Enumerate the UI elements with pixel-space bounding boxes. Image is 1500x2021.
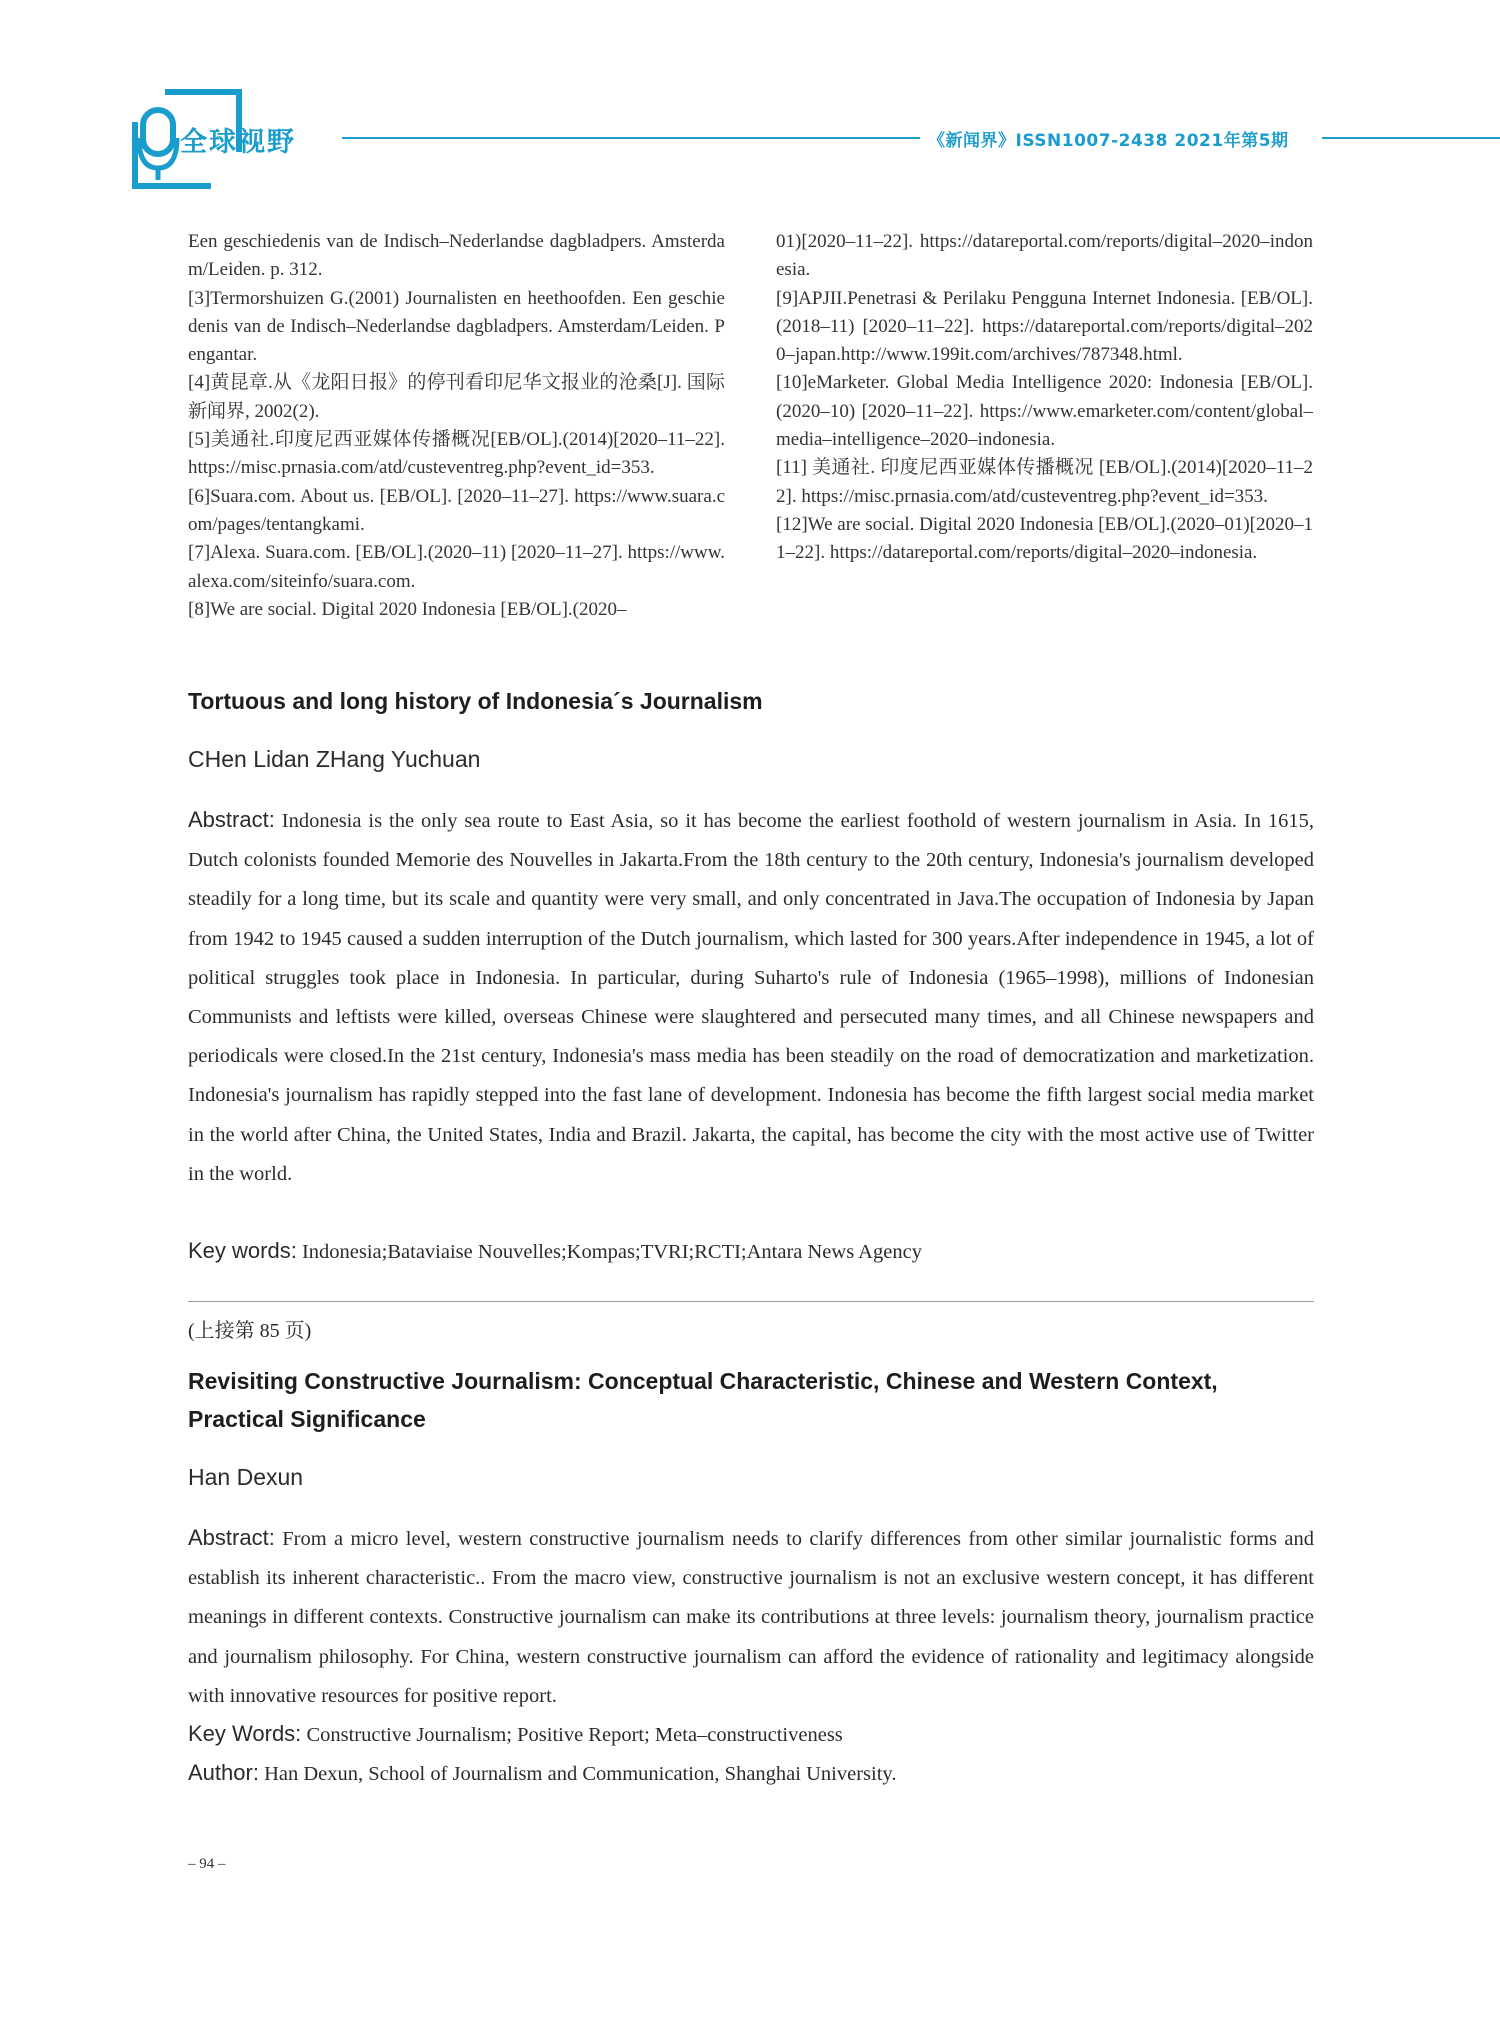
references-right-column bbox=[776, 228, 1313, 568]
reference-item: [9]APJII.Penetrasi & Perilaku Pengguna Internet Indonesia. [EB/OL]. (2018–11) [2020–11–22]. https://datareportal.com/reports/digital–2020–japan.http://www.199it.com/archives/787348.html. bbox=[776, 287, 1313, 366]
article2-author-affiliation bbox=[188, 1757, 1314, 1790]
article2-title: Revisiting Constructive Journalism: Conceptual Characteristic, Chinese and Western Context, Practical Significance bbox=[188, 1368, 1218, 1432]
article1-authors: CHen Lidan ZHang Yuchuan bbox=[188, 746, 481, 772]
article2-abstract bbox=[188, 1518, 1314, 1716]
reference-item: [11] 美通社. 印度尼西亚媒体传播概况 [EB/OL].(2014)[2020–11–22]. https://misc.prnasia.com/atd/custeventreg.php?event_id=353. bbox=[776, 457, 1313, 507]
abstract-text: From a micro level, western constructive journalism needs to clarify differences from other similar journalistic forms and establish its inherent characteristic.. From the macro view, constructive journalism is not an exclusive western concept, it has different meanings in different contexts. Constructive journalism can make its contributions at three levels: journalism theory, journalism practice and journalism philosophy. For China, western constructive journalism can afford the evidence of rationality and legitimacy alongside with innovative resources for positive report. bbox=[188, 1528, 1314, 1707]
author-label: Author: bbox=[188, 1760, 259, 1785]
page-number: – 94 – bbox=[188, 1856, 226, 1872]
abstract-text: Indonesia is the only sea route to East Asia, so it has become the earliest foothold of western journalism in Asia. In 1615, Dutch colonists founded Memorie des Nouvelles in Jakarta.From the 18th century to the 20th century, Indonesia's journalism developed steadily for a long time, but its scale and quantity were very small, and only concentrated in Java.The occupation of Indonesia by Japan from 1942 to 1945 caused a sudden interruption of the Dutch journalism, which lasted for 300 years.After independence in 1945, a lot of political struggles took place in Indonesia. In particular, during Suharto's rule of Indonesia (1965–1998), millions of Indonesian Communists and leftists were killed, overseas Chinese were slaughtered and persecuted many times, and all Chinese newspapers and periodicals were closed.In the 21st century, Indonesia's mass media has been steadily on the road of democratization and marketization. Indonesia's journalism has rapidly stepped into the fast lane of development. Indonesia has become the fifth largest social media market in the world after China, the United States, India and Brazil. Jakarta, the capital, has become the city with the most active use of Twitter in the world. bbox=[188, 810, 1315, 1185]
section-divider bbox=[188, 1301, 1314, 1302]
reference-item: Een geschiedenis van de Indisch–Nederlandse dagbladpers. Amsterdam/Leiden. p. 312. bbox=[188, 231, 725, 281]
abstract-label: Abstract: bbox=[188, 807, 275, 832]
reference-item: [7]Alexa. Suara.com. [EB/OL].(2020–11) [2020–11–27]. https://www.alexa.com/siteinfo/suara.com. bbox=[188, 542, 725, 592]
reference-item: [6]Suara.com. About us. [EB/OL]. [2020–11–27]. https://www.suara.com/pages/tentangkami. bbox=[188, 485, 725, 535]
header-rule-right bbox=[1322, 137, 1500, 139]
header-rule-left bbox=[342, 137, 920, 139]
article2-keywords bbox=[188, 1718, 1314, 1751]
reference-item: [4]黄昆章.从《龙阳日报》的停刊看印尼华文报业的沧桑[J]. 国际新闻界, 2002(2). bbox=[188, 372, 725, 422]
reference-item: [5]美通社.印度尼西亚媒体传播概况[EB/OL].(2014)[2020–11–22]. https://misc.prnasia.com/atd/custeventreg.php?event_id=353. bbox=[188, 429, 725, 479]
keywords-label: Key Words: bbox=[188, 1721, 302, 1746]
article1-title: Tortuous and long history of Indonesia´s Journalism bbox=[188, 688, 763, 714]
abstract-label: Abstract: bbox=[188, 1525, 275, 1550]
reference-item: 01)[2020–11–22]. https://datareportal.com/reports/digital–2020–indonesia. bbox=[776, 231, 1313, 281]
author-text: Han Dexun, School of Journalism and Communication, Shanghai University. bbox=[264, 1763, 897, 1785]
reference-item: [8]We are social. Digital 2020 Indonesia [EB/OL].(2020– bbox=[188, 598, 627, 620]
references-left-column bbox=[188, 228, 725, 624]
continued-note: (上接第 85 页) bbox=[188, 1320, 312, 1342]
keywords-label: Key words: bbox=[188, 1238, 297, 1263]
journal-info: 《新闻界》ISSN1007-2438 2021年第5期 bbox=[928, 131, 1289, 151]
article2-authors: Han Dexun bbox=[188, 1464, 304, 1490]
reference-item: [10]eMarketer. Global Media Intelligence 2020: Indonesia [EB/OL].(2020–10) [2020–11–22]. https://www.emarketer.com/content/global–media–intelligence–2020–indonesia. bbox=[776, 372, 1313, 451]
keywords-text: Constructive Journalism; Positive Report; Meta–constructiveness bbox=[306, 1724, 843, 1746]
reference-item: [12]We are social. Digital 2020 Indonesia [EB/OL].(2020–01)[2020–11–22]. https://datareportal.com/reports/digital–2020–indonesia. bbox=[776, 513, 1313, 564]
page-header bbox=[0, 0, 1500, 200]
article1-abstract bbox=[188, 800, 1314, 1194]
section-title: 全球视野 bbox=[180, 127, 296, 158]
reference-item: [3]Termorshuizen G.(2001) Journalisten en heethoofden. Een geschiedenis van de Indisch–Nederlandse dagbladpers. Amsterdam/Leiden. Pengantar. bbox=[188, 287, 725, 366]
keywords-text: Indonesia;Bataviaise Nouvelles;Kompas;TVRI;RCTI;Antara News Agency bbox=[301, 1241, 922, 1263]
article1-keywords bbox=[188, 1235, 1314, 1268]
